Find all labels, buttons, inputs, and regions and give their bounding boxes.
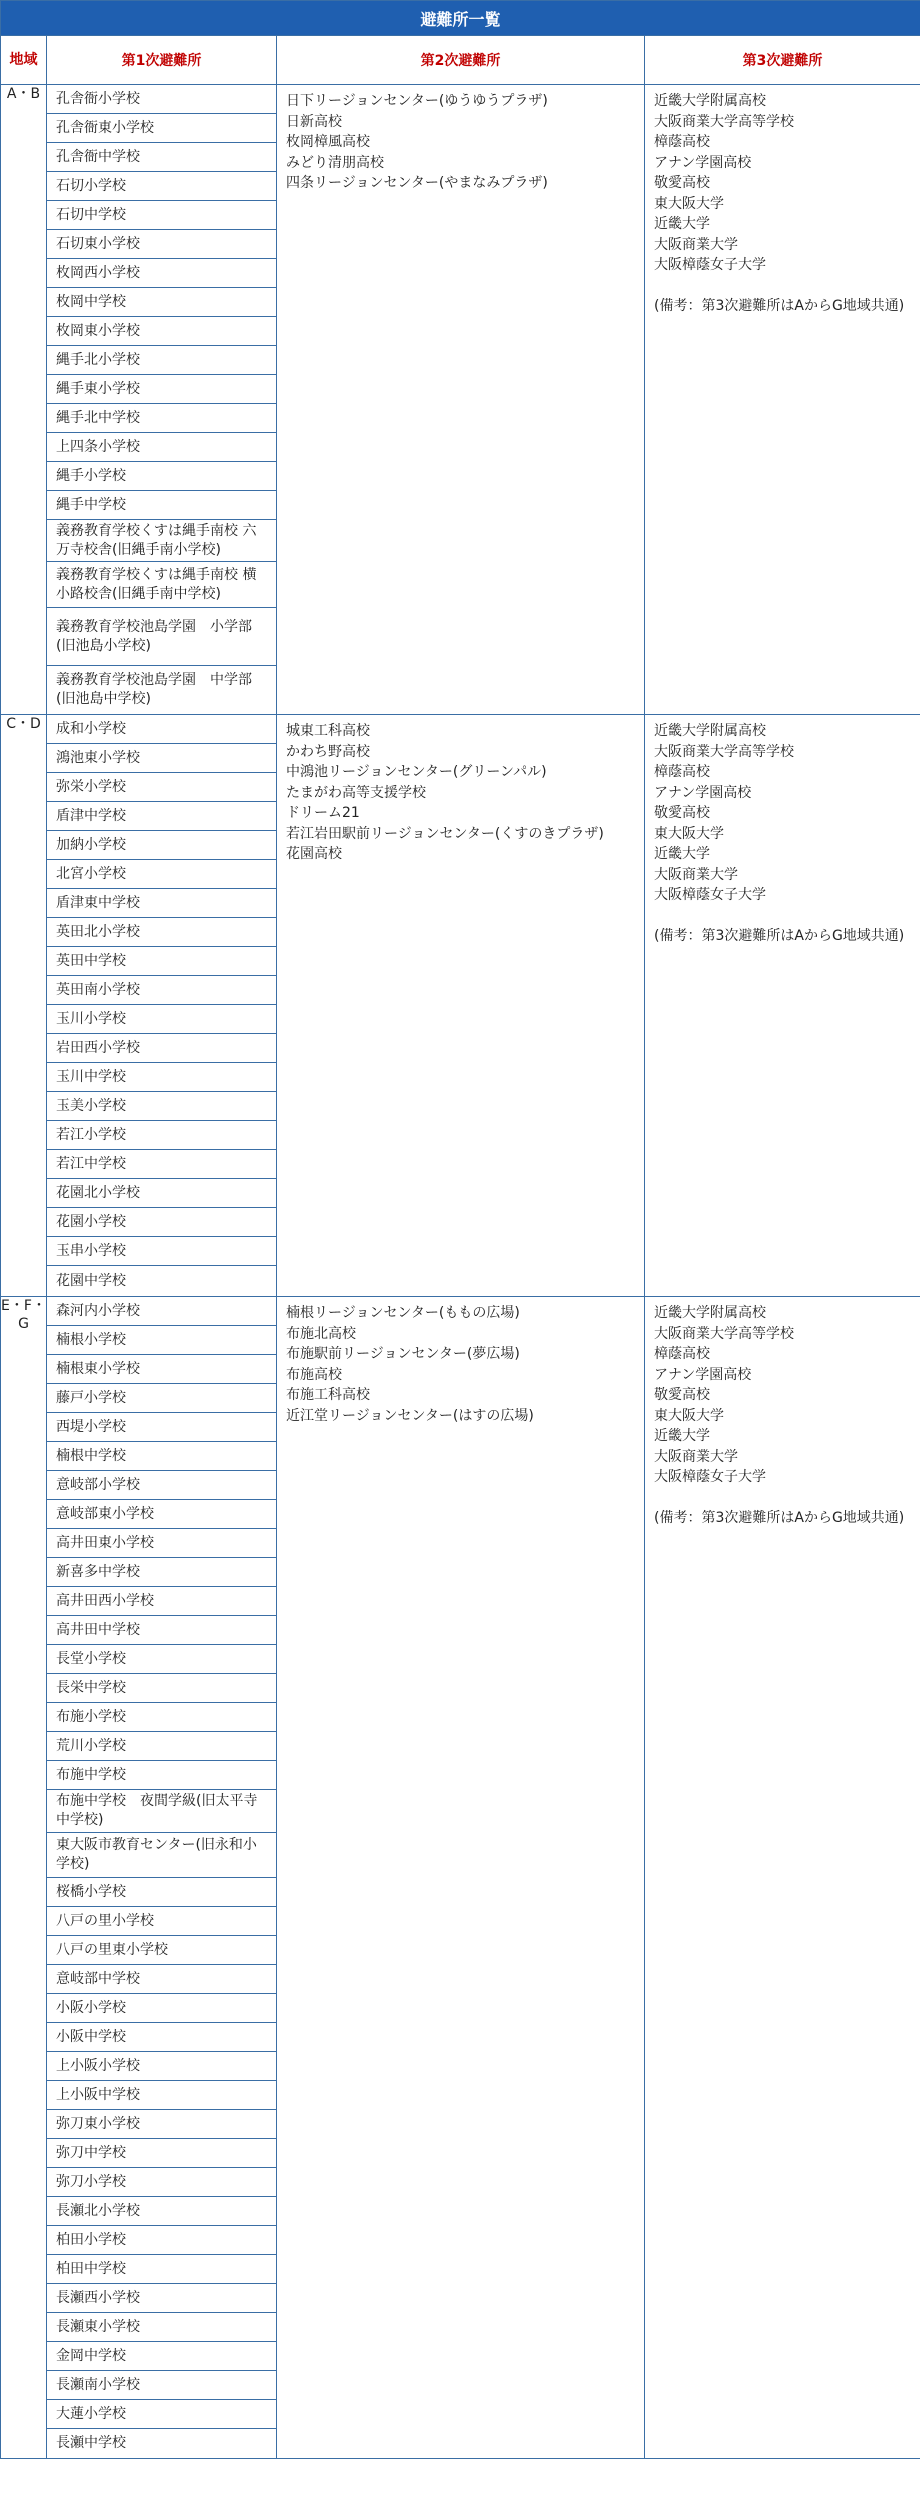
first-shelter-item: 布施中学校 夜間学級(旧太平寺中学校) [47, 1790, 276, 1833]
header-region: 地域 [1, 36, 47, 85]
first-shelter-item: 若江小学校 [47, 1121, 276, 1150]
first-shelter-item: 成和小学校 [47, 715, 276, 744]
first-shelter-item: 縄手中学校 [47, 491, 276, 520]
first-shelter-item: 布施小学校 [47, 1703, 276, 1732]
first-shelter-item: 盾津東中学校 [47, 889, 276, 918]
first-shelter-item: 花園中学校 [56, 1272, 126, 1289]
second-shelter-item: 布施駅前リージョンセンター(夢広場) [286, 1346, 520, 1362]
third-shelter-item: 大阪商業大学高等学校 [654, 1325, 794, 1342]
third-shelter-cell [645, 715, 920, 1297]
first-shelter-item: 縄手東小学校 [47, 375, 276, 404]
first-shelter-item: 長栄中学校 [47, 1674, 276, 1703]
third-shelter-item: 近畿大学 [654, 1428, 710, 1444]
third-shelter-item: 大阪商業大学高等学校 [654, 743, 794, 760]
third-shelter-item: 近畿大学 [654, 846, 710, 862]
second-shelter-item: たまがわ高等支援学校 [286, 784, 426, 801]
third-shelter-item: 樟蔭高校 [654, 1346, 710, 1362]
third-shelter-item: 東大阪大学 [654, 1407, 724, 1424]
first-shelter-item: 枚岡中学校 [47, 288, 276, 317]
region-group-row [1, 715, 920, 1297]
first-shelter-item: 長瀬西小学校 [47, 2284, 276, 2313]
first-shelter-item: 長堂小学校 [47, 1645, 276, 1674]
first-shelter-item: 石切中学校 [47, 201, 276, 230]
first-shelter-item: 小阪小学校 [47, 1994, 276, 2023]
third-shelter-cell [645, 1297, 920, 2459]
third-shelter-item: 大阪商業大学 [654, 866, 738, 883]
second-shelter-item: みどり清朋高校 [286, 154, 384, 171]
first-shelter-item: 小阪中学校 [47, 2023, 276, 2052]
third-shelter-item: 大阪商業大学 [654, 236, 738, 253]
first-shelter-item: 縄手北小学校 [47, 346, 276, 375]
second-shelter-item: 花園高校 [286, 846, 342, 862]
first-shelter-item: 柏田中学校 [47, 2255, 276, 2284]
first-shelter-item: 石切小学校 [47, 172, 276, 201]
first-shelter-item: 枚岡東小学校 [47, 317, 276, 346]
table-title: 避難所一覧 [1, 1, 920, 36]
region-cell: C・D [1, 715, 47, 1297]
region-cell: E・F・G [1, 1297, 47, 2459]
third-shelter-item: 大阪商業大学 [654, 1448, 738, 1465]
first-shelter-item: 鴻池東小学校 [47, 744, 276, 773]
first-shelter-item: 加納小学校 [47, 831, 276, 860]
first-shelter-item: 上小阪小学校 [47, 2052, 276, 2081]
first-shelter-item: 長瀬北小学校 [47, 2197, 276, 2226]
first-shelter-item: 石切東小学校 [47, 230, 276, 259]
region-group-row [1, 85, 920, 715]
third-shelter-item: 東大阪大学 [654, 195, 724, 212]
first-shelter-item: 義務教育学校池島学園 中学部(旧池島中学校) [56, 672, 252, 707]
first-shelter-item: 弥刀東小学校 [47, 2110, 276, 2139]
third-shelter-item: 大阪樟蔭女子大学 [654, 257, 766, 273]
second-shelter-item: 布施工科高校 [286, 1387, 370, 1403]
first-shelter-item: 上小阪中学校 [47, 2081, 276, 2110]
first-shelter-item: 意岐部東小学校 [47, 1500, 276, 1529]
first-shelter-item: 柏田小学校 [47, 2226, 276, 2255]
second-shelter-item: 布施北高校 [286, 1325, 356, 1342]
first-shelter-item: 布施中学校 [47, 1761, 276, 1790]
third-shelter-item: 敬愛高校 [654, 175, 710, 191]
first-shelter-item: 楠根中学校 [47, 1442, 276, 1471]
second-shelter-item: 城東工科高校 [286, 723, 370, 739]
first-shelter-item: 孔舎衙小学校 [47, 85, 276, 114]
first-shelter-item: 意岐部小学校 [47, 1471, 276, 1500]
third-shelter-item: 大阪樟蔭女子大学 [654, 887, 766, 903]
second-shelter-item: 中鴻池リージョンセンター(グリーンパル) [286, 764, 547, 780]
third-shelter-item: アナン学園高校 [654, 1366, 752, 1383]
first-shelter-item: 高井田西小学校 [47, 1587, 276, 1616]
first-shelter-item: 弥刀小学校 [47, 2168, 276, 2197]
second-shelter-item: 日新高校 [286, 113, 342, 130]
first-shelter-item: 高井田中学校 [47, 1616, 276, 1645]
second-shelter-item: 日下リージョンセンター(ゆうゆうプラザ) [286, 93, 548, 109]
first-shelter-item: 玉串小学校 [47, 1237, 276, 1266]
third-shelter-item: 近畿大学附属高校 [654, 93, 766, 109]
region-cell: A・B [1, 85, 47, 715]
first-shelter-item: 長瀬南小学校 [47, 2371, 276, 2400]
first-shelter-item: 義務教育学校くすは縄手南校 六万寺校舎(旧縄手南小学校) [47, 520, 276, 562]
first-shelter-item: 森河内小学校 [47, 1297, 276, 1326]
first-shelter-item: 長瀬東小学校 [47, 2313, 276, 2342]
first-shelter-item: 孔舎衙中学校 [47, 143, 276, 172]
first-shelter-item: 上四条小学校 [47, 433, 276, 462]
first-shelter-item: 桜橋小学校 [47, 1878, 276, 1907]
first-shelter-item: 縄手北中学校 [47, 404, 276, 433]
third-shelter-cell [645, 85, 920, 715]
first-shelter-cell [47, 1297, 277, 2459]
first-shelter-item: 弥刀中学校 [47, 2139, 276, 2168]
first-shelter-item: 岩田西小学校 [47, 1034, 276, 1063]
first-shelter-item: 義務教育学校池島学園 小学部(旧池島小学校) [47, 608, 276, 666]
first-shelter-item: 長瀬中学校 [56, 2435, 126, 2451]
third-shelter-item: 近畿大学 [654, 216, 710, 232]
third-shelter-item: 大阪樟蔭女子大学 [654, 1469, 766, 1485]
first-shelter-item: 若江中学校 [47, 1150, 276, 1179]
first-shelter-item: 盾津中学校 [47, 802, 276, 831]
second-shelter-item: 若江岩田駅前リージョンセンター(くすのきプラザ) [286, 825, 604, 842]
second-shelter-item: 枚岡樟風高校 [286, 134, 370, 150]
first-shelter-item: 楠根東小学校 [47, 1355, 276, 1384]
header-second-shelter: 第2次避難所 [277, 36, 645, 85]
first-shelter-item: 金岡中学校 [47, 2342, 276, 2371]
third-shelter-item: アナン学園高校 [654, 154, 752, 171]
first-shelter-item: 意岐部中学校 [47, 1965, 276, 1994]
first-shelter-list [47, 85, 276, 714]
first-shelter-item: 八戸の里小学校 [47, 1907, 276, 1936]
third-shelter-item: アナン学園高校 [654, 784, 752, 801]
first-shelter-item: 英田中学校 [47, 947, 276, 976]
first-shelter-item: 玉美小学校 [47, 1092, 276, 1121]
first-shelter-item: 枚岡西小学校 [47, 259, 276, 288]
first-shelter-item: 八戸の里東小学校 [47, 1936, 276, 1965]
first-shelter-item: 玉川小学校 [47, 1005, 276, 1034]
first-shelter-item: 楠根小学校 [47, 1326, 276, 1355]
third-shelter-item: 樟蔭高校 [654, 134, 710, 150]
third-shelter-item: 樟蔭高校 [654, 764, 710, 780]
third-shelter-note: (備考：第3次避難所はAからG地域共通) [654, 1509, 905, 1526]
first-shelter-item: 新喜多中学校 [47, 1558, 276, 1587]
second-shelter-cell [277, 85, 645, 715]
first-shelter-item: 義務教育学校くすは縄手南校 横小路校舎(旧縄手南中学校) [47, 562, 276, 608]
first-shelter-item: 英田南小学校 [47, 976, 276, 1005]
first-shelter-item: 玉川中学校 [47, 1063, 276, 1092]
third-shelter-item: 近畿大学附属高校 [654, 1305, 766, 1321]
first-shelter-item: 英田北小学校 [47, 918, 276, 947]
second-shelter-item: 楠根リージョンセンター(ももの広場) [286, 1305, 520, 1321]
second-shelter-item: ドリーム21 [286, 805, 360, 821]
second-shelter-item: 近江堂リージョンセンター(はすの広場) [286, 1407, 534, 1424]
third-shelter-item: 大阪商業大学高等学校 [654, 113, 794, 130]
region-group-row [1, 1297, 920, 2459]
first-shelter-item: 縄手小学校 [47, 462, 276, 491]
first-shelter-item: 孔舎衙東小学校 [47, 114, 276, 143]
first-shelter-item: 弥栄小学校 [47, 773, 276, 802]
first-shelter-item: 花園小学校 [47, 1208, 276, 1237]
first-shelter-item: 西堤小学校 [47, 1413, 276, 1442]
second-shelter-cell [277, 1297, 645, 2459]
first-shelter-cell [47, 85, 277, 715]
first-shelter-item: 荒川小学校 [47, 1732, 276, 1761]
third-shelter-item: 東大阪大学 [654, 825, 724, 842]
first-shelter-item: 大蓮小学校 [47, 2400, 276, 2429]
first-shelter-cell [47, 715, 277, 1297]
third-shelter-note: (備考：第3次避難所はAからG地域共通) [654, 927, 905, 944]
third-shelter-item: 敬愛高校 [654, 805, 710, 821]
first-shelter-item: 北宮小学校 [47, 860, 276, 889]
second-shelter-item: 四条リージョンセンター(やまなみプラザ) [286, 175, 548, 191]
second-shelter-item: 布施高校 [286, 1366, 342, 1383]
second-shelter-cell [277, 715, 645, 1297]
first-shelter-item: 東大阪市教育センター(旧永和小学校) [47, 1833, 276, 1878]
first-shelter-item: 高井田東小学校 [47, 1529, 276, 1558]
first-shelter-list [47, 1297, 276, 2458]
header-third-shelter: 第3次避難所 [645, 36, 920, 85]
first-shelter-list [47, 715, 276, 1296]
third-shelter-item: 敬愛高校 [654, 1387, 710, 1403]
third-shelter-item: 近畿大学附属高校 [654, 723, 766, 739]
first-shelter-item: 藤戸小学校 [47, 1384, 276, 1413]
first-shelter-item: 花園北小学校 [47, 1179, 276, 1208]
third-shelter-note: (備考：第3次避難所はAからG地域共通) [654, 297, 905, 314]
header-first-shelter: 第1次避難所 [47, 36, 277, 85]
second-shelter-item: かわち野高校 [286, 743, 370, 760]
